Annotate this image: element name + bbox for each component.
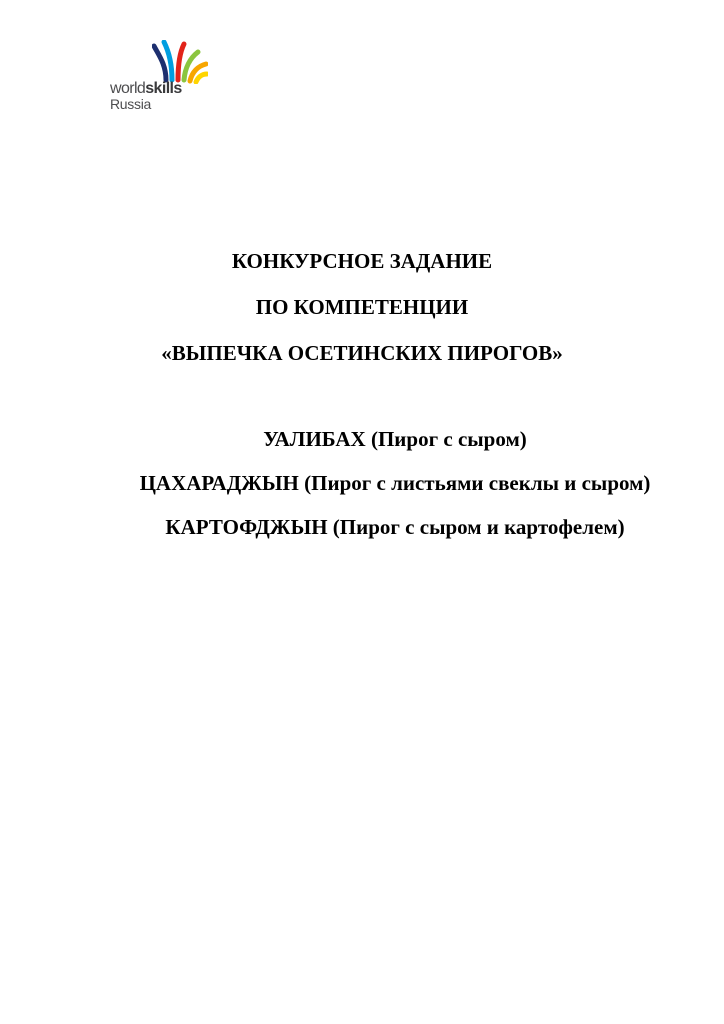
dish-description: (Пирог с листьями свеклы и сыром) <box>304 471 651 495</box>
dish-name: УАЛИБАХ <box>263 427 366 451</box>
dish-name: КАРТОФДЖЫН <box>165 515 328 539</box>
logo-text-world: world <box>110 80 146 97</box>
dish-item <box>100 512 690 542</box>
dish-item <box>100 424 690 454</box>
dish-list <box>100 424 690 556</box>
worldskills-emblem-icon <box>152 40 208 84</box>
worldskills-russia-logo <box>110 40 210 118</box>
title-line-3: «ВЫПЕЧКА ОСЕТИНСКИХ ПИРОГОВ» <box>161 341 563 365</box>
dish-description: (Пирог с сыром) <box>370 427 527 451</box>
title-line-1: КОНКУРСНОЕ ЗАДАНИЕ <box>231 249 493 273</box>
dish-description: (Пирог с сыром и картофелем) <box>332 515 625 539</box>
dish-name: ЦАХАРАДЖЫН <box>139 471 299 495</box>
title-line-2: ПО КОМПЕТЕНЦИИ <box>255 295 469 319</box>
document-title <box>0 246 724 384</box>
logo-text-country: Russia <box>110 96 151 112</box>
dish-item <box>100 468 690 498</box>
logo-text-skills: skills <box>145 80 182 97</box>
